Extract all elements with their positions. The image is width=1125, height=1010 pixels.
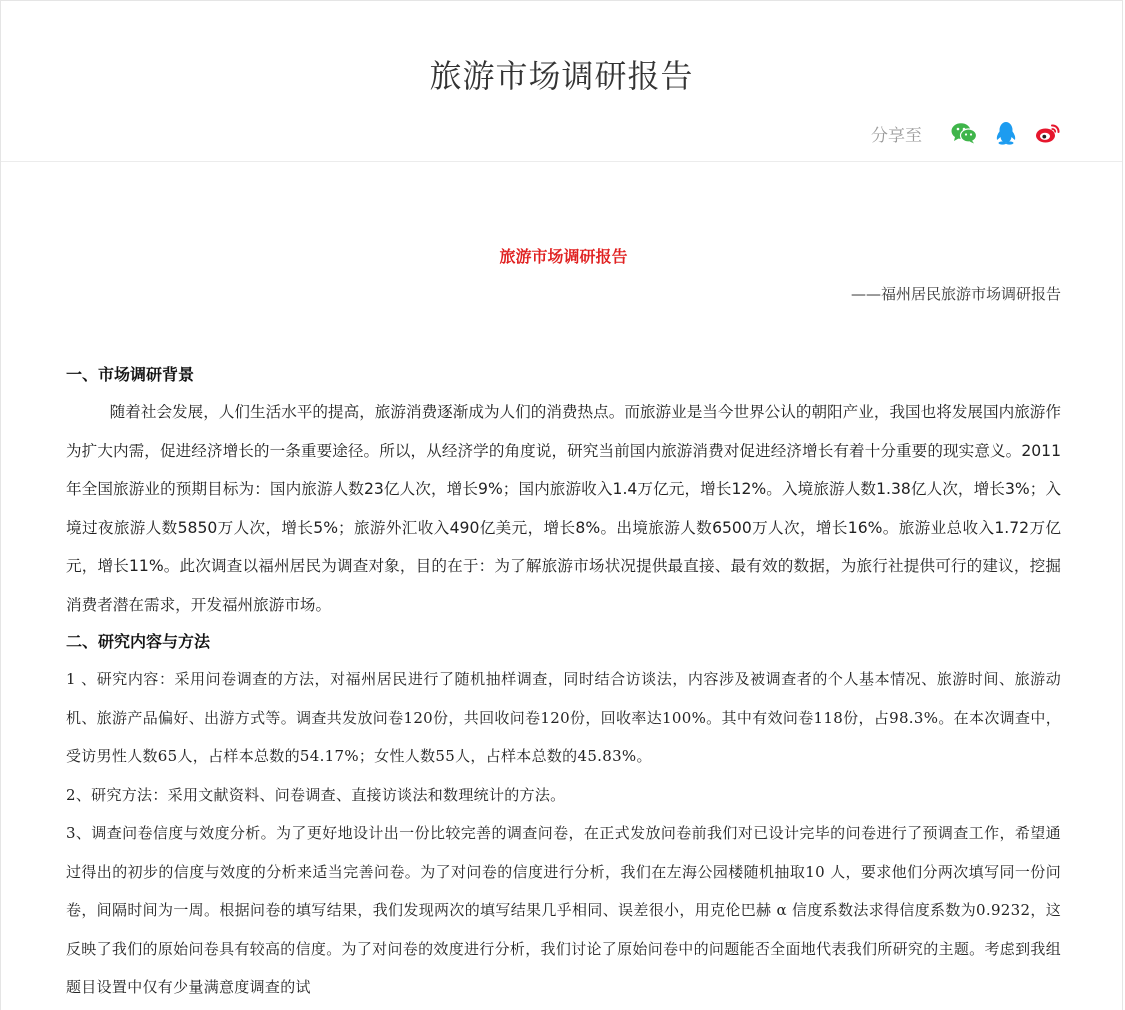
- share-label: 分享至: [871, 125, 922, 146]
- qq-icon[interactable]: [992, 119, 1020, 147]
- page-title: 旅游市场调研报告: [429, 57, 694, 95]
- research-content-paragraph: 1 、研究内容：采用问卷调查的方法，对福州居民进行了随机抽样调查，同时结合访谈法，内容涉及被调查者的个人基本情况、旅游时间、旅游动机、旅游产品偏好、出游方式等。调查共发放问卷120份，共回收问卷120份，回收率达100%。其中有效问卷118份，占98.3%。在本次调查中，受访男性人数65人，占样本总数的54.17%；女性人数55人，占样本总数的45.83%。: [66, 670, 1061, 765]
- background-paragraph: 随着社会发展，人们生活水平的提高，旅游消费逐渐成为人们的消费热点。而旅游业是当今世界公认的朝阳产业，我国也将发展国内旅游作为扩大内需，促进经济增长的一条重要途径。所以，从经济学的角度说，研究当前国内旅游消费对促进经济增长有着十分重要的现实意义。2011年全国旅游业的预期目标为：国内旅游人数23亿人次，增长9%；国内旅游收入1.4万亿元，增长12%。入境旅游人数1.38亿人次，增长3%；入境过夜旅游人数5850万人次，增长5%；旅游外汇收入490亿美元，增长8%。出境旅游人数6500万人次，增长16%。旅游业总收入1.72万亿元，增长11%。此次调查以福州居民为调查对象，目的在于：为了解旅游市场状况提供最直接、最有效的数据，为旅行社提供可行的建议，挖掘消费者潜在需求，开发福州旅游市场。: [66, 403, 1061, 614]
- article-body: [66, 237, 1061, 1007]
- share-bar: [871, 119, 1062, 147]
- research-method-paragraph: 2、研究方法：采用文献资料、问卷调查、直接访谈法和数理统计的方法。: [66, 785, 566, 804]
- page-header: [1, 1, 1122, 162]
- section-heading-methods: 二、研究内容与方法: [66, 632, 211, 651]
- article-subtitle: ——福州居民旅游市场调研报告: [850, 285, 1061, 303]
- reliability-validity-paragraph: 3、调查问卷信度与效度分析。为了更好地设计出一份比较完善的调查问卷，在正式发放问卷前我们对已设计完毕的问卷进行了预调查工作，希望通过得出的初步的信度与效度的分析来适当完善问卷。为了对问卷的信度进行分析，我们在左海公园楼随机抽取10 人，要求他们分两次填写同一份问卷，间隔时间为一周。根据问卷的填写结果，我们发现两次的填写结果几乎相同、误差很小，用克伦巴赫 α 信度系数法求得信度系数为0.9232，这反映了我们的原始问卷具有较高的信度。为了对问卷的效度进行分析，我们讨论了原始问卷中的问题能否全面地代表我们所研究的主题。考虑到我组题目设置中仅有少量满意度调查的试: [66, 824, 1061, 996]
- section-heading-background: 一、市场调研背景: [66, 365, 195, 384]
- article-title: 旅游市场调研报告: [499, 247, 628, 266]
- wechat-icon[interactable]: [950, 119, 978, 147]
- weibo-icon[interactable]: [1034, 119, 1062, 147]
